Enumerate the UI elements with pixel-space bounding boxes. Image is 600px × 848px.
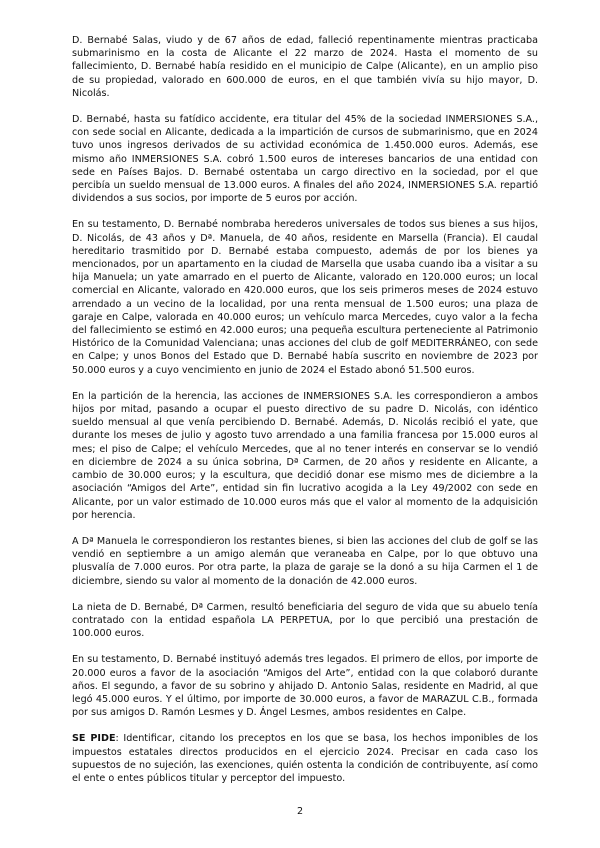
- paragraph-company-shares: D. Bernabé, hasta su fatídico accidente, era titular del 45% de la sociedad INMERSIONES S.A., con sede social en Alicante, dedicada a la impartición de cursos de submarinismo, que en 2024 tuvo unos ingresos derivados de su actividad económica de 1.450.000 euros. Además, ese mismo año INMERSIONES S.A. cobró 1.500 euros de intereses bancarios de una entidad con sede en Países Bajos. D. Bernabé ostentaba un cargo directivo en la sociedad, por el que percibía un sueldo mensual de 13.000 euros. A finales del año 2024, INMERSIONES S.A. repartió dividendos a sus socios, por importe de 5 euros por acción.: [72, 114, 538, 205]
- request-text: Identificar, citando los preceptos en los que se basa, los hechos imponibles de los impuestos estatales directos producidos en el ejercicio 2024. Precisar en cada caso los supuestos de no sujeción, las exenciones, quién ostenta la condición de contribuyente, así como el ente o entes públicos titular y perceptor del impuesto.: [72, 733, 538, 784]
- paragraph-legacies: En su testamento, D. Bernabé instituyó además tres legados. El primero de ellos, por importe de 20.000 euros a favor de la asociación “Amigos del Arte”, entidad con la que colaboró durante años. El segundo, a favor de su sobrino y ahijado D. Antonio Salas, residente en Madrid, al que legó 45.000 euros. Y el último, por importe de 30.000 euros, a favor de MARAZUL C.B., formada por sus amigos D. Ramón Lesmes y D. Ángel Lesmes, ambos residentes en Calpe.: [72, 654, 538, 719]
- request-label: SE PIDE: [72, 733, 116, 745]
- paragraph-life-insurance: La nieta de D. Bernabé, Dª Carmen, resultó beneficiaria del seguro de vida que su abuelo tenía contratado con la entidad española LA PERPETUA, por lo que percibió una prestación de 100.000 euros.: [72, 601, 538, 640]
- paragraph-request: [72, 732, 538, 785]
- page-number: 2: [296, 806, 304, 817]
- paragraph-partition-manuela: A Dª Manuela le correspondieron los restantes bienes, si bien las acciones del club de golf se las vendió en septiembre a un amigo alemán que veraneaba en Calpe, por lo que obtuvo una plusvalía de 7.000 euros. Por otra parte, la plaza de garaje se la donó a su hija Carmen el 1 de diciembre, siendo su valor al momento de la donación de 42.000 euros.: [72, 535, 538, 587]
- paragraph-facts-death: D. Bernabé Salas, viudo y de 67 años de edad, falleció repentinamente mientras practicaba submarinismo en la costa de Alicante el 22 marzo de 2024. Hasta el momento de su fallecimiento, D. Bernabé había residido en el municipio de Calpe (Alicante), en un amplio piso de su propiedad, valorado en 600.000 de euros, en el que también vivía su hijo mayor, D. Nicolás.: [72, 35, 538, 99]
- request-separator: :: [115, 733, 124, 745]
- paragraph-partition-nicolas: En la partición de la herencia, las acciones de INMERSIONES S.A. les correspondieron a ambos hijos por mitad, pasando a ocupar el puesto directivo de su padre D. Nicolás, con idéntico sueldo mensual al que venía percibiendo D. Bernabé. Además, D. Nicolás recibió el yate, que durante los meses de julio y agosto tuvo arrendado a una familia francesa por 15.000 euros al mes; el piso de Calpe; el vehículo Mercedes, que al no tener interés en conservar se lo vendió en diciembre de 2024 a su única sobrina, Dª Carmen, de 20 años y residente en Alicante, a cambio de 30.000 euros; y la escultura, que decidió donar ese mismo mes de diciembre a la asociación “Amigos del Arte”, entidad sin fin lucrativo acogida a la Ley 49/2002 con sede en Alicante, por un valor estimado de 10.000 euros más que el valor al momento de la adquisición por herencia.: [72, 390, 538, 521]
- document-body: [72, 34, 538, 798]
- paragraph-estate-assets: En su testamento, D. Bernabé nombraba herederos universales de todos sus bienes a sus hijos, D. Nicolás, de 43 años y Dª. Manuela, de 40 años, residente en Marsella (Francia). El caudal hereditario trasmitido por D. Bernabé estaba compuesto, además de por los bienes ya mencionados, por un apartamento en la ciudad de Marsella que usaba cuando iba a visitar a su hija Manuela; un yate amarrado en el puerto de Alicante, valorado en 120.000 euros; un local comercial en Alicante, valorado en 420.000 euros, que los seis primeros meses de 2024 estuvo arrendado a un vecino de la localidad, por una renta mensual de 1.500 euros; una plaza de garaje en Calpe, valorada en 40.000 euros; un vehículo marca Mercedes, cuyo valor a la fecha del fallecimiento se estimó en 42.000 euros; una pequeña escultura perteneciente al Patrimonio Histórico de la Comunidad Valenciana; unas acciones del club de golf MEDITERRÁNEO, con sede en Calpe; y unos Bonos del Estado que D. Bernabé había suscrito en noviembre de 2023 por 50.000 euros y a cuyo vencimiento en junio de 2024 el Estado abonó 51.500 euros.: [72, 219, 538, 376]
